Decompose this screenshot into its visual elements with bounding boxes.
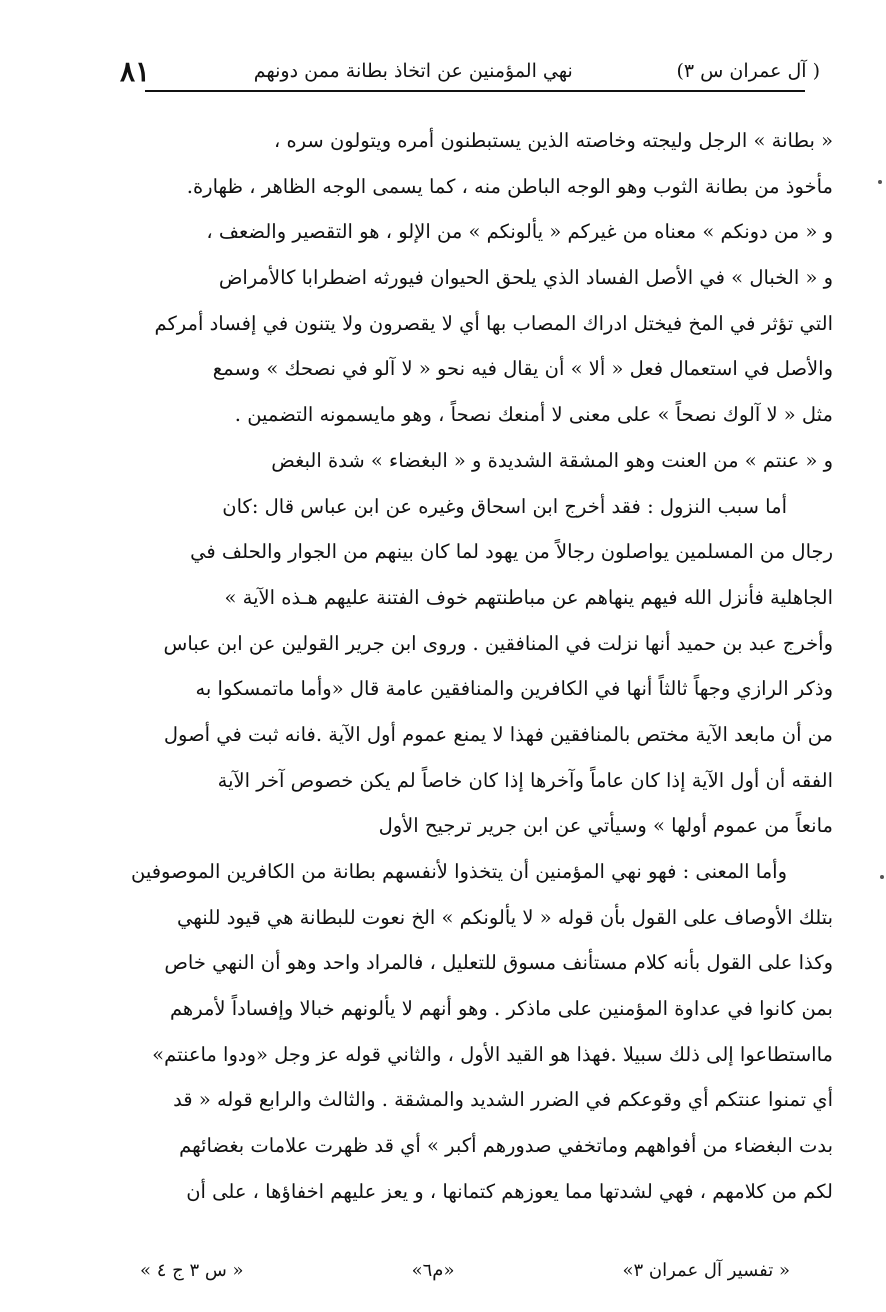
- text-line: الفقه أن أول الآية إذا كان عاماً وآخرها إذا كان خاصاً لم يكن خصوص آخر الآية: [217, 768, 833, 792]
- scan-speck: [878, 180, 882, 184]
- text-line: مثل « لا آلوك نصحاً » على معنى لا أمنعك نصحاً ، وهو مايسمونه التضمين .: [234, 403, 833, 427]
- text-line: مانعاً من عموم أولها » وسيأتي عن ابن جرير ترجيح الأول: [378, 814, 833, 838]
- paragraph-start-line: أما سبب النزول : فقد أخرج ابن اسحاق وغيره عن ابن عباس قال :كان: [222, 494, 787, 518]
- body-text: [118, 118, 833, 1248]
- running-title: نهي المؤمنين عن اتخاذ بطانة ممن دونهم: [253, 60, 573, 82]
- text-line: مااستطاعوا إلى ذلك سبيلا .فهذا هو القيد الأول ، والثاني قوله عز وجل «ودوا ماعنتم»: [152, 1042, 833, 1066]
- page-number: ٨١: [120, 54, 151, 88]
- text-line: و « الخبال » في الأصل الفساد الذي يلحق الحيوان فيورثه اضطرابا كالأمراض: [218, 266, 833, 290]
- surah-reference: ( آل عمران س ٣): [676, 60, 820, 82]
- text-line: من أن مابعد الآية مختص بالمنافقين فهذا لا يمنع عموم أول الآية .فانه ثبت في أصول: [163, 722, 833, 746]
- text-line: و « عنتم » من العنت وهو المشقة الشديدة و « البغضاء » شدة البغض: [271, 448, 833, 472]
- text-line: والأصل في استعمال فعل « ألا » أن يقال فيه نحو « لا آلو في نصحك » وسمع: [212, 357, 833, 381]
- text-line: لكم من كلامهم ، فهي لشدتها مما يعوزهم كتمانها ، و يعز عليهم اخفاؤها ، على أن: [186, 1179, 833, 1203]
- text-line: رجال من المسلمين يواصلون رجالاً من يهود لما كان بينهم من الجوار والحلف في: [190, 540, 833, 564]
- footer-sheet-mark: «م٦»: [411, 1259, 455, 1281]
- page-header: [120, 52, 820, 90]
- page-footer: [140, 1252, 790, 1288]
- text-line: الجاهلية فأنزل الله فيهم ينهاهم عن مباطنتهم خوف الفتنة عليهم هـذه الآية »: [224, 585, 833, 609]
- text-line: و « من دونكم » معناه من غيركم « يألونكم » من الإلو ، هو التقصير والضعف ،: [206, 220, 833, 244]
- text-line: بتلك الأوصاف على القول بأن قوله « لا يألونكم » الخ نعوت للبطانة هي قيود للنهي: [176, 905, 833, 929]
- paragraph-start-line: وأما المعنى : فهو نهي المؤمنين أن يتخذوا لأنفسهم بطانة من الكافرين الموصوفين: [131, 860, 787, 883]
- text-line: « بطانة » الرجل وليجته وخاصته الذين يستبطنون أمره ويتولون سره ،: [273, 129, 833, 152]
- text-line: وكذا على القول بأنه كلام مستأنف مسوق للتعليل ، فالمراد واحد وهو أن النهي خاص: [164, 951, 833, 975]
- text-line: أي تمنوا عنتكم أي وقوعكم في الضرر الشديد والمشقة . والثالث والرابع قوله « قد: [173, 1088, 833, 1112]
- footer-book-ref: « تفسير آل عمران ٣»: [622, 1259, 790, 1281]
- footer-part-ref: « س ٣ ج ٤ »: [140, 1259, 244, 1281]
- header-rule: [145, 90, 805, 92]
- text-line: وذكر الرازي وجهاً ثالثاً أنها في الكافرين والمنافقين عامة قال «وأما ماتمسكوا به: [195, 677, 833, 701]
- text-line: وأخرج عبد بن حميد أنها نزلت في المنافقين . وروى ابن جرير القولين عن ابن عباس: [163, 631, 833, 655]
- text-line: مأخوذ من بطانة الثوب وهو الوجه الباطن منه ، كما يسمى الوجه الظاهر ، ظهارة.: [186, 174, 833, 198]
- text-line: التي تؤثر في المخ فيختل ادراك المصاب بها أي لا يقصرون ولا يتنون في إفساد أمركم: [154, 311, 833, 335]
- text-line: بدت البغضاء من أفواههم وماتخفي صدورهم أكبر » أي قد ظهرت علامات بغضائهم: [179, 1134, 833, 1158]
- scan-speck: [880, 875, 884, 879]
- text-line: بمن كانوا في عداوة المؤمنين على ماذكر . وهو أنهم لا يألونهم خبالا وإفساداً لأمرهم: [169, 997, 833, 1021]
